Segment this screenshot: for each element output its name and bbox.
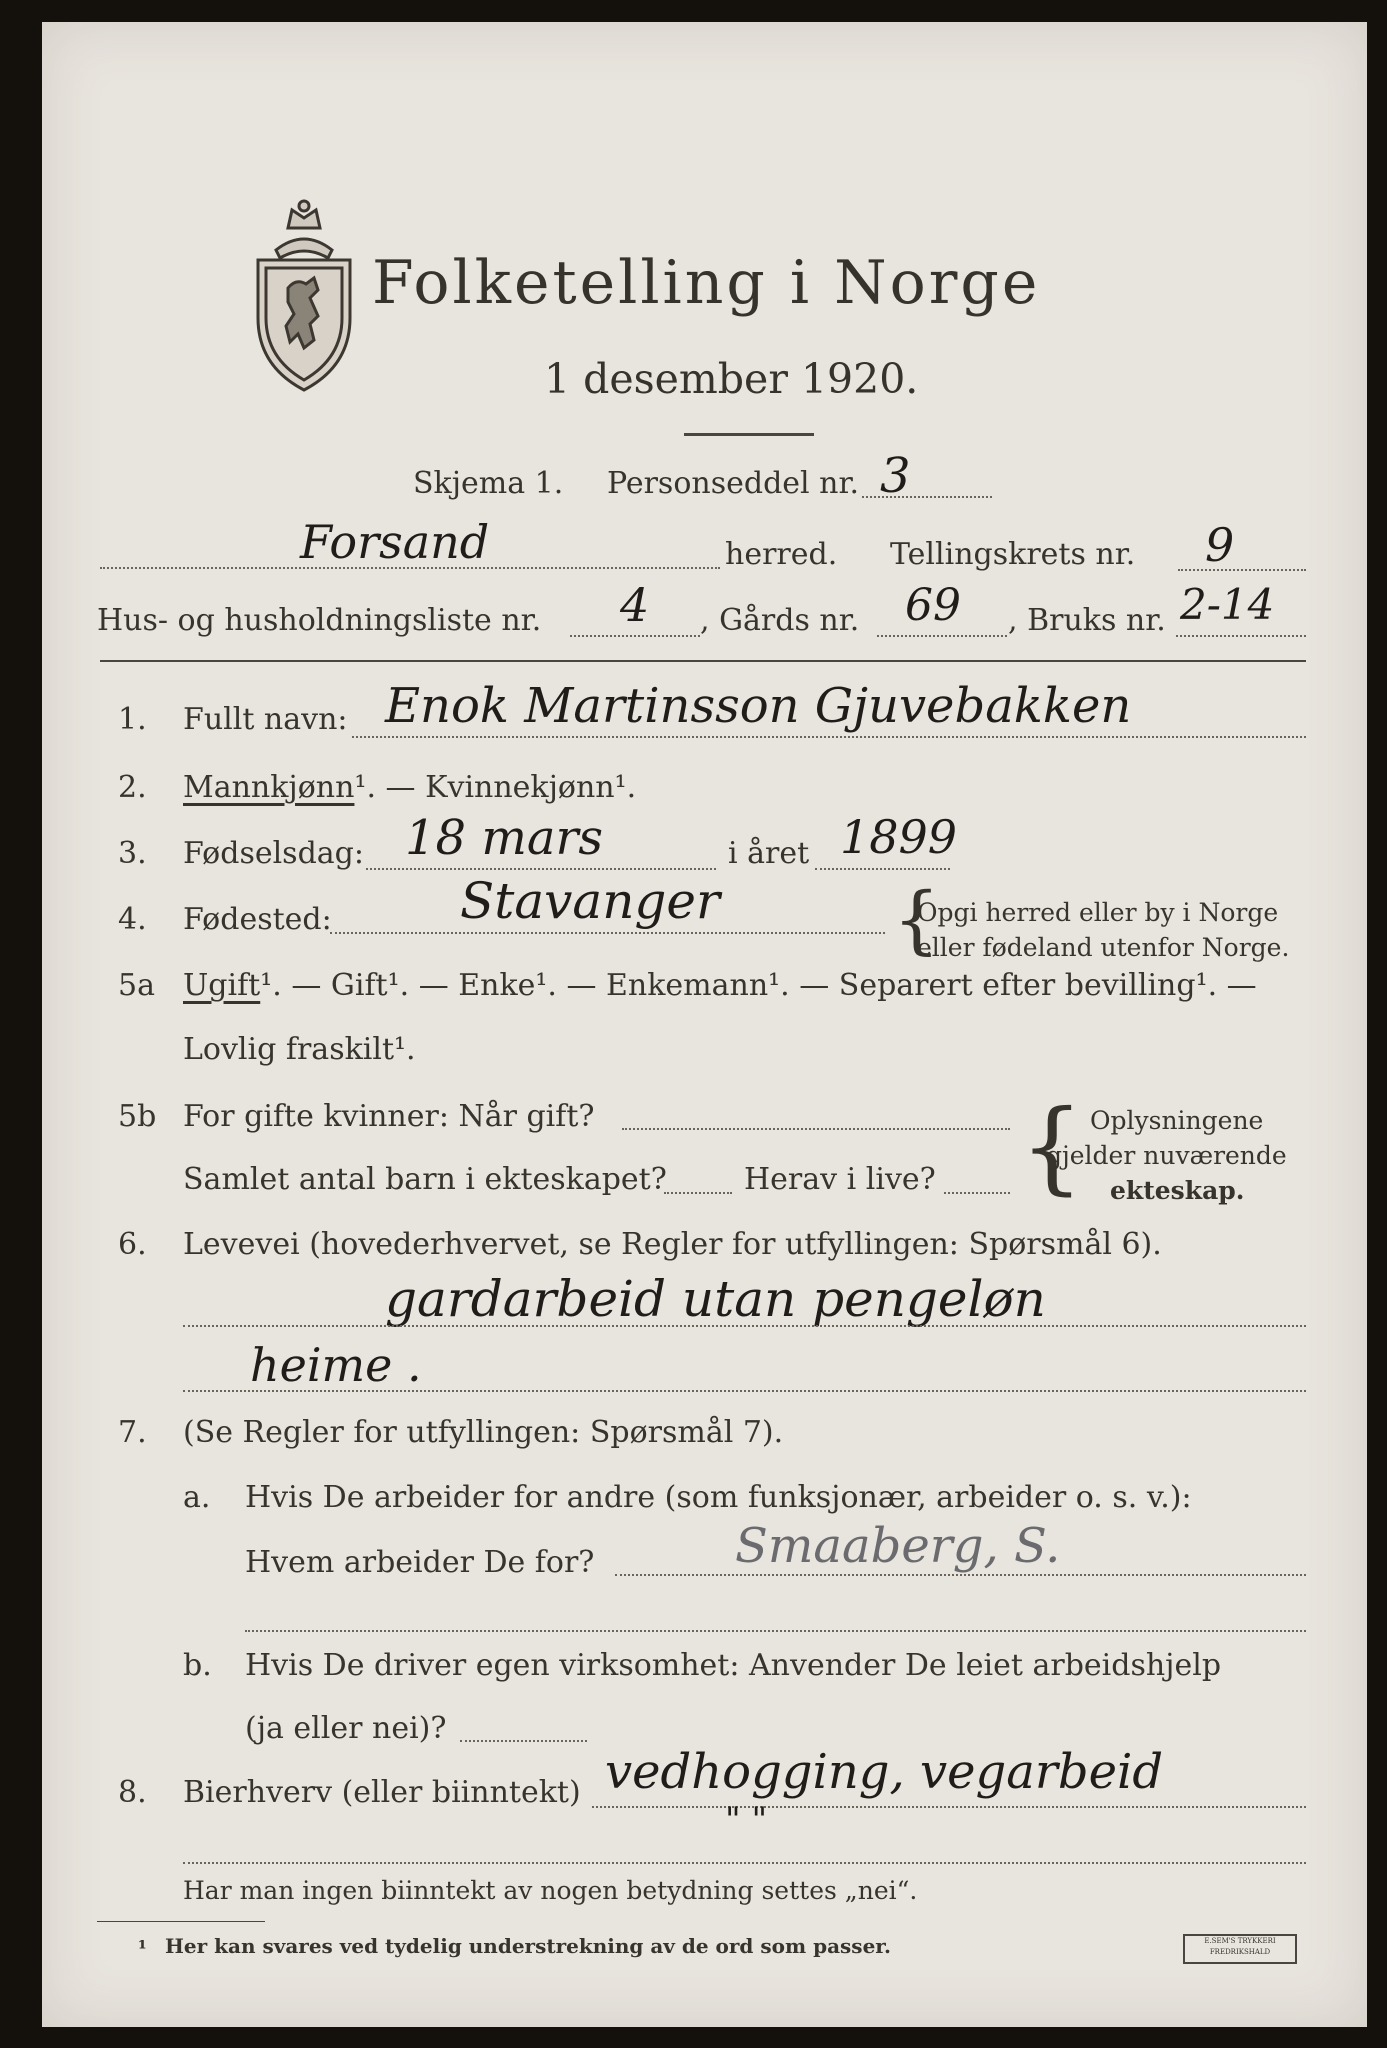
footnote-text: Her kan svares ved tydelig understrekning av de ord som passer. <box>165 1934 891 1958</box>
header-separator <box>100 660 1306 662</box>
q4-birthplace-value: Stavanger <box>460 872 720 930</box>
q6-label: Levevei (hovederhvervet, se Regler for utfyllingen: Spørsmål 6). <box>183 1227 1162 1262</box>
q5b-live-label: Herav i live? <box>744 1162 936 1197</box>
q5b-line1: For gifte kvinner: Når gift? <box>183 1099 595 1134</box>
q1-number: 1. <box>118 702 147 737</box>
footnote-mark: ¹ <box>138 1936 147 1960</box>
footnote-rule <box>97 1921 265 1922</box>
herred-label: herred. <box>725 537 838 572</box>
q7a-letter: a. <box>183 1480 211 1515</box>
coat-of-arms-icon <box>248 198 360 396</box>
tellingskrets-label: Tellingskrets nr. <box>890 537 1136 572</box>
q2-female: Kvinnekjønn <box>425 770 615 805</box>
gards-label: , Gårds nr. <box>700 603 860 638</box>
q4-note-line2: eller fødeland utenfor Norge. <box>917 933 1290 962</box>
q7-number: 7. <box>118 1415 147 1450</box>
tellingskrets-value: 9 <box>1205 518 1235 572</box>
q7a-line1: Hvis De arbeider for andre (som funksjonær, arbeider o. s. v.): <box>245 1480 1192 1515</box>
q4-note-line1: Opgi herred eller by i Norge <box>917 898 1279 927</box>
q1-full-name-value: Enok Martinsson Gjuvebakken <box>385 678 1132 734</box>
q1-label: Fullt navn: <box>183 702 348 737</box>
q3-year-label: i året <box>728 836 810 871</box>
q7a-line2: Hvem arbeider De for? <box>245 1545 595 1580</box>
q5a-ugift-underlined: Ugift <box>183 968 261 1003</box>
q6-occupation-value-line1: gardarbeid utan pengeløn <box>385 1270 1046 1328</box>
q7b-line2: (ja eller nei)? <box>245 1711 447 1746</box>
q7a-employer-value: Smaaberg, S. <box>735 1518 1061 1574</box>
q5b-note-line3: ekteskap. <box>1110 1176 1245 1205</box>
q2-number: 2. <box>118 770 147 805</box>
q8-note: Har man ingen biinntekt av nogen betydning settes „nei“. <box>183 1876 918 1905</box>
q6-number: 6. <box>118 1227 147 1262</box>
gards-value: 69 <box>905 580 961 631</box>
q7b-line1: Hvis De driver egen virksomhet: Anvender De leiet arbeidshjelp <box>245 1648 1222 1683</box>
q3-birthday-value: 18 mars <box>405 810 604 866</box>
q4-brace: { <box>893 877 941 963</box>
q2-male-underlined: Mannkjønn <box>183 770 355 805</box>
skjema-label: Skjema 1. <box>413 466 564 501</box>
printer-stamp: E.SEM'S TRYKKERI FREDRIKSHALD <box>1183 1934 1297 1964</box>
q5a-options: Ugift¹. — Gift¹. — Enke¹. — Enkemann¹. — Separert efter bevilling¹. — <box>183 968 1257 1003</box>
q5a-line2: Lovlig fraskilt¹. <box>183 1032 416 1067</box>
bruks-value: 2-14 <box>1180 580 1275 629</box>
q8-side-income-value: vedhogging, vegarbeid <box>605 1744 1164 1800</box>
q3-label: Fødselsdag: <box>183 836 364 871</box>
bruks-label: , Bruks nr. <box>1008 603 1166 638</box>
q7-label: (Se Regler for utfyllingen: Spørsmål 7). <box>183 1415 784 1450</box>
census-form-page <box>42 22 1367 2027</box>
q2-gender-options: Mannkjønn¹. — Kvinnekjønn¹. <box>183 770 637 805</box>
hus-value: 4 <box>620 578 650 632</box>
q5b-note-line1: Oplysningene <box>1090 1106 1264 1135</box>
form-date: 1 desember 1920. <box>544 355 919 403</box>
q4-number: 4. <box>118 902 147 937</box>
q8-ditto-marks: " " <box>725 1800 768 1840</box>
title-divider <box>684 433 814 436</box>
q3-number: 3. <box>118 836 147 871</box>
form-title: Folketelling i Norge <box>372 248 1041 318</box>
q5b-note-line2: gjelder nuværende <box>1046 1141 1287 1170</box>
q6-occupation-value-line2: heime . <box>250 1338 422 1392</box>
q8-label: Bierhverv (eller biinntekt) <box>183 1775 581 1810</box>
q5b-line2: Samlet antal barn i ekteskapet? <box>183 1162 667 1197</box>
q4-label: Fødested: <box>183 902 332 937</box>
q3-year-value: 1899 <box>840 810 958 864</box>
q5b-brace: { <box>1020 1088 1084 1205</box>
q5a-number: 5a <box>118 968 155 1003</box>
hus-label: Hus- og husholdningsliste nr. <box>97 603 542 638</box>
q7b-letter: b. <box>183 1648 212 1683</box>
personseddel-value: 3 <box>880 448 911 504</box>
q5b-number: 5b <box>118 1099 157 1134</box>
q8-number: 8. <box>118 1775 147 1810</box>
personseddel-label: Personseddel nr. <box>607 466 860 501</box>
herred-value: Forsand <box>300 515 490 569</box>
